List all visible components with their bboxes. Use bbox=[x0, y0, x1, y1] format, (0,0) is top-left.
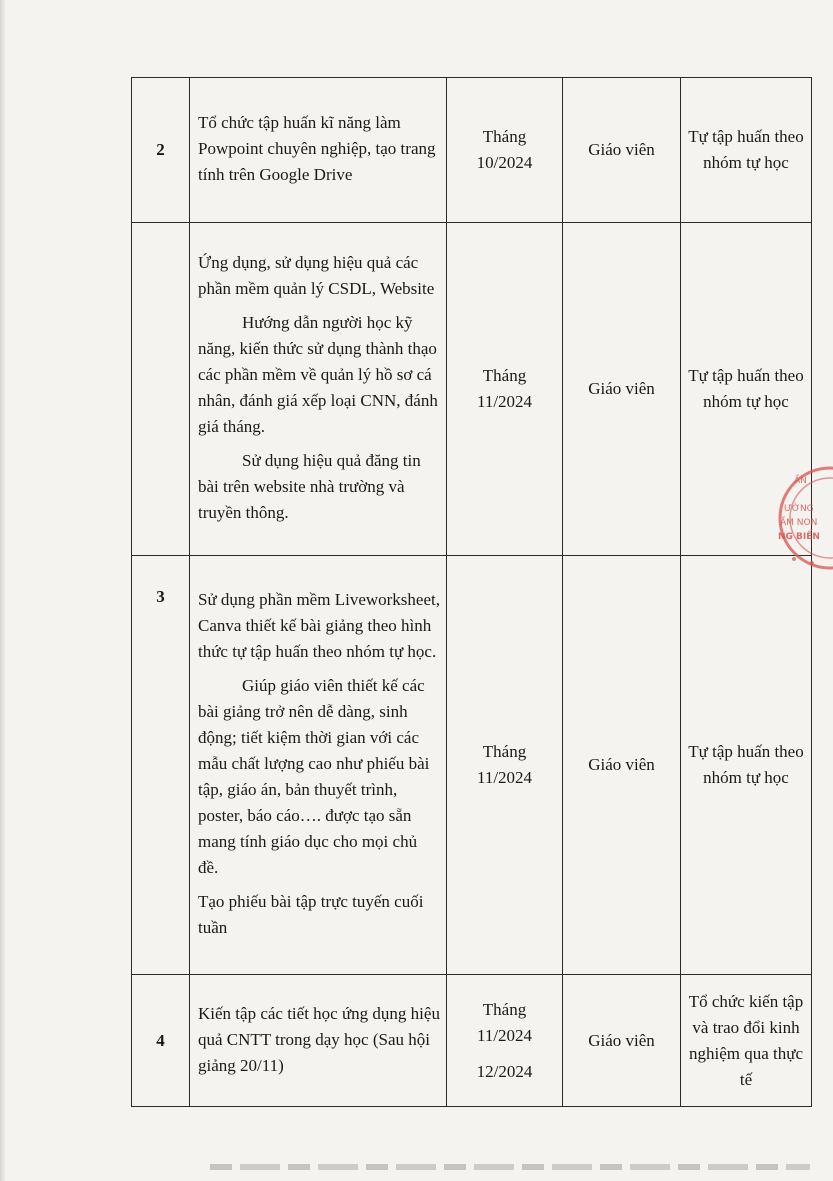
stamp-text: ƯỜNG bbox=[784, 504, 814, 514]
footer-scan-artifact bbox=[210, 1164, 810, 1170]
row-form: Tự tập huấn theo nhóm tự học bbox=[681, 556, 812, 975]
row-number: 2 bbox=[132, 78, 190, 223]
row-time bbox=[447, 78, 563, 223]
table-row bbox=[132, 556, 812, 975]
row-time bbox=[447, 556, 563, 975]
row-number: 4 bbox=[132, 975, 190, 1107]
content-paragraph: Giúp giáo viên thiết kế các bài giảng trở nên dễ dàng, sinh động; tiết kiệm thời gian với các mẫu chất lượng cao như phiếu bài tập, giáo án, bản thuyết trình, poster, báo cáo…. được tạo sẵn mang tính giáo dục cho mọi chủ đề. bbox=[198, 676, 430, 877]
row-participants: Giáo viên bbox=[563, 975, 681, 1107]
row-participants: Giáo viên bbox=[563, 78, 681, 223]
time-value: 10/2024 bbox=[476, 153, 533, 172]
content-paragraph: Hướng dẫn người học kỹ năng, kiến thức sử dụng thành thạo các phần mềm về quản lý hồ sơ cá nhân, đánh giá xếp loại CNN, đánh giá tháng. bbox=[198, 313, 438, 436]
row-content bbox=[190, 556, 447, 975]
content-paragraph: Sử dụng hiệu quả đăng tin bài trên website nhà trường và truyền thông. bbox=[198, 451, 421, 522]
row-time bbox=[447, 223, 563, 556]
time-label: Tháng bbox=[482, 127, 527, 146]
row-content bbox=[190, 223, 447, 556]
time-value: 11/2024 bbox=[476, 1025, 533, 1045]
training-plan-table bbox=[131, 77, 812, 1107]
table-row bbox=[132, 975, 812, 1107]
row-participants: Giáo viên bbox=[563, 556, 681, 975]
row-form: Tự tập huấn theo nhóm tự học bbox=[681, 78, 812, 223]
row-form: Tự tập huấn theo nhóm tự học bbox=[681, 223, 812, 556]
time-label: Tháng bbox=[482, 366, 527, 385]
row-participants: Giáo viên bbox=[563, 223, 681, 556]
row-content bbox=[190, 78, 447, 223]
row-number: 3 bbox=[132, 556, 190, 975]
row-time bbox=[447, 975, 563, 1107]
content-paragraph: Ứng dụng, sử dụng hiệu quả các phần mềm quản lý CSDL, Website bbox=[198, 253, 435, 298]
row-form: Tổ chức kiến tập và trao đổi kinh nghiệm qua thực tế bbox=[681, 975, 812, 1107]
content-paragraph: Tổ chức tập huấn kĩ năng làm Powpoint chuyên nghiệp, tạo trang tính trên Google Drive bbox=[198, 113, 436, 184]
time-label: Tháng bbox=[482, 742, 527, 761]
school-seal-stamp-icon bbox=[768, 463, 833, 573]
row-number bbox=[132, 223, 190, 556]
content-paragraph: Sử dụng phần mềm Liveworksheet, Canva thiết kế bài giảng theo hình thức tự tập huấn theo nhóm tự học. bbox=[198, 590, 440, 661]
stamp-text: ẦM NON bbox=[780, 518, 818, 528]
time-value: 11/2024 bbox=[476, 768, 533, 787]
content-paragraph: Tạo phiếu bài tập trực tuyến cuối tuần bbox=[198, 892, 424, 937]
table-row bbox=[132, 78, 812, 223]
time-value: 12/2024 bbox=[476, 1061, 533, 1081]
time-value: 11/2024 bbox=[476, 392, 533, 411]
row-content bbox=[190, 975, 447, 1107]
stamp-text: NG BIỂN bbox=[778, 532, 820, 542]
table-row bbox=[132, 223, 812, 556]
stamp-text: ẦN bbox=[794, 476, 807, 486]
time-label: Tháng bbox=[482, 999, 527, 1019]
content-paragraph: Kiến tập các tiết học ứng dụng hiệu quả CNTT trong dạy học (Sau hội giảng 20/11) bbox=[198, 1003, 440, 1075]
page-edge bbox=[0, 0, 6, 1181]
